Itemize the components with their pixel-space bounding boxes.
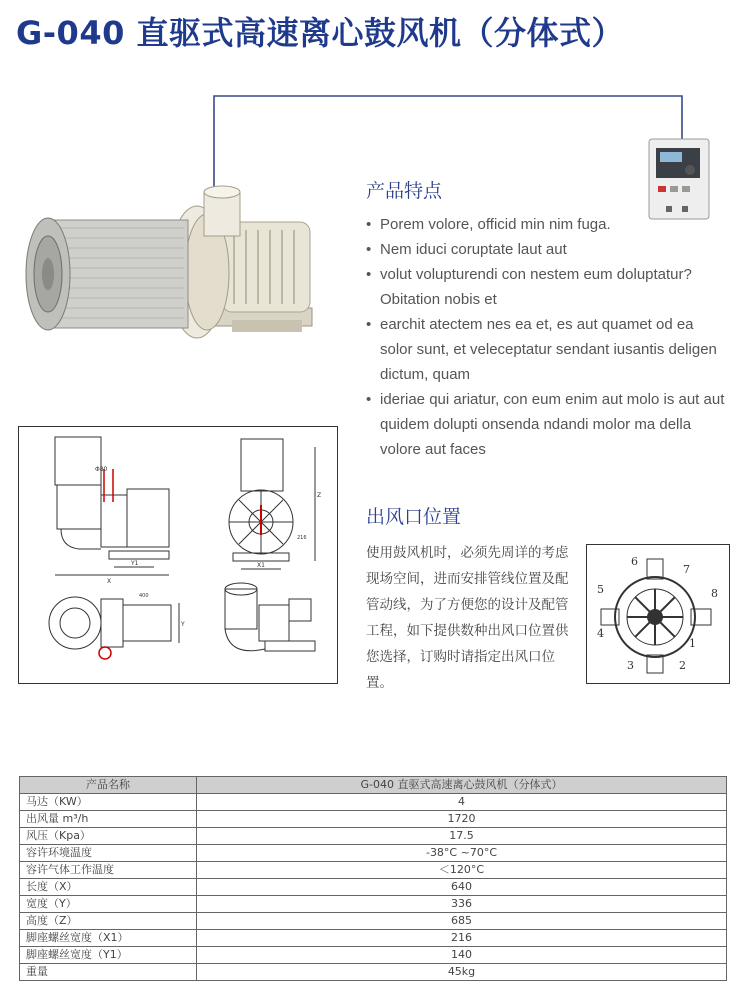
- table-row: [20, 896, 727, 913]
- dim-y: Y: [181, 621, 185, 628]
- spec-label: 马达（KW）: [20, 794, 197, 811]
- table-row: [20, 794, 727, 811]
- blower-photo: [22, 180, 322, 360]
- outlet-label-2: 2: [679, 659, 686, 672]
- table-row: [20, 964, 727, 981]
- dim-y1: Y1: [131, 560, 139, 567]
- spec-value: 45kg: [197, 964, 727, 981]
- table-row: [20, 930, 727, 947]
- spec-label: 风压（Kpa）: [20, 828, 197, 845]
- outlet-label-5: 5: [597, 583, 604, 596]
- table-row: [20, 811, 727, 828]
- table-row: [20, 845, 727, 862]
- dim-z: Z: [317, 492, 322, 499]
- outlet-label-6: 6: [631, 555, 638, 568]
- spec-value: ＜120°C: [197, 862, 727, 879]
- table-row: [20, 947, 727, 964]
- spec-label: 容许气体工作温度: [20, 862, 197, 879]
- spec-value: 17.5: [197, 828, 727, 845]
- table-row: [20, 879, 727, 896]
- outlet-label-1: 1: [689, 637, 696, 650]
- technical-drawing: [18, 426, 338, 684]
- spec-label: 重量: [20, 964, 197, 981]
- spec-value: -38°C ~70°C: [197, 845, 727, 862]
- dim-x1: X1: [257, 562, 265, 569]
- controller-unit: [648, 138, 710, 222]
- features-list: [366, 212, 730, 462]
- page-title: G-040 直驱式高速离心鼓风机（分体式）: [16, 14, 624, 52]
- outlet-heading: 出风口位置: [366, 506, 462, 528]
- spec-table: [19, 776, 727, 981]
- features-heading: 产品特点: [366, 180, 443, 202]
- spec-header-label: 产品名称: [20, 777, 197, 794]
- spec-label: 宽度（Y）: [20, 896, 197, 913]
- table-row: [20, 828, 727, 845]
- outlet-label-7: 7: [683, 563, 690, 576]
- outlet-label-4: 4: [597, 627, 604, 640]
- dim-400: 400: [139, 593, 149, 599]
- dim-ch: Φ80: [95, 466, 108, 473]
- spec-label: 出风量 m³/h: [20, 811, 197, 828]
- spec-value: 140: [197, 947, 727, 964]
- outlet-label-3: 3: [627, 659, 634, 672]
- feature-item: • ideriae qui ariatur, con eum enim aut molo is aut aut quidem dolupti onsenda ndandi molor ma della volore aut faces: [366, 387, 730, 462]
- outlet-label-8: 8: [711, 587, 718, 600]
- spec-header-value: G-040 直驱式高速离心鼓风机（分体式）: [197, 777, 727, 794]
- spec-label: 脚座螺丝宽度（X1）: [20, 930, 197, 947]
- table-row: [20, 862, 727, 879]
- outlet-position-diagram: [586, 544, 730, 684]
- table-row: [20, 913, 727, 930]
- spec-label: 脚座螺丝宽度（Y1）: [20, 947, 197, 964]
- feature-item: • earchit atectem nes ea et, es aut quamet od ea solor sunt, et veleceptatur sendant iusantis deligen dictum, quam: [366, 312, 730, 387]
- dim-216: 216: [297, 535, 307, 541]
- spec-value: 4: [197, 794, 727, 811]
- feature-item: • Nem iduci coruptate laut aut: [366, 237, 730, 262]
- feature-item: • volut volupturendi con nestem eum doluptatur? Obitation nobis et: [366, 262, 730, 312]
- spec-header-row: [20, 777, 727, 794]
- spec-label: 长度（X）: [20, 879, 197, 896]
- spec-label: 高度（Z）: [20, 913, 197, 930]
- spec-label: 容许环境温度: [20, 845, 197, 862]
- spec-value: 336: [197, 896, 727, 913]
- feature-item: • Porem volore, officid min nim fuga.: [366, 212, 730, 237]
- dim-x: X: [107, 578, 112, 585]
- spec-value: 685: [197, 913, 727, 930]
- spec-value: 216: [197, 930, 727, 947]
- outlet-description: 使用鼓风机时，必须先周详的考虑现场空间，进而安排管线位置及配管动线，为了方便您的设计及配管工程，如下提供数种出风口位置供您选择，订购时请指定出风口位置。: [366, 545, 569, 691]
- spec-value: 640: [197, 879, 727, 896]
- spec-value: 1720: [197, 811, 727, 828]
